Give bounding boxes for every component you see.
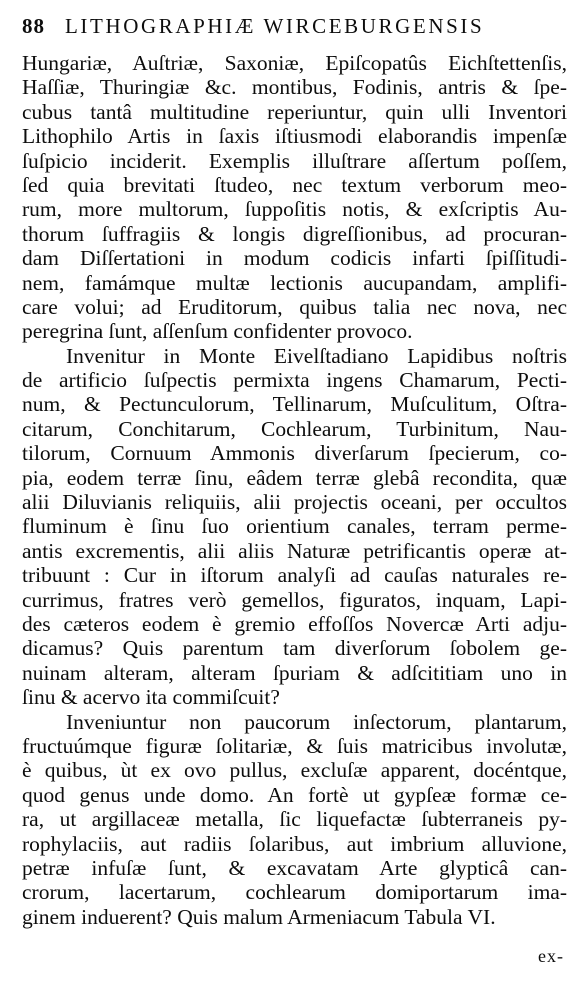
text-line: petræ infuſæ ſunt, & excavatam Arte glypticâ can- xyxy=(22,855,567,880)
text-line: Haſſiæ, Thuringiæ &c. montibus, Fodinis, antris & ſpe- xyxy=(22,75,567,100)
text-line: è quibus, ùt ex ovo pullus, excluſæ apparent, docéntque, xyxy=(22,758,567,783)
page-number: 88 xyxy=(22,14,45,38)
text-line: care volui; ad Eruditorum, quibus talia nec nova, nec xyxy=(22,294,567,319)
text-line: antis excrementis, alii aliis Naturæ petrificantis operæ at- xyxy=(22,538,567,563)
text-line: ſed quia brevitati ſtudeo, nec textum verborum meo- xyxy=(22,172,567,197)
text-line: dicamus? Quis parentum tam diverſorum ſobolem ge- xyxy=(22,636,567,661)
text-line: Hungariæ, Auſtriæ, Saxoniæ, Epiſcopatûs Eichſtettenſis, xyxy=(22,51,567,75)
text-line: quod genus unde domo. An fortè ut gypſeæ formæ ce- xyxy=(22,782,567,807)
text-line: num, & Pectunculorum, Tellinarum, Muſculitum, Oſtra- xyxy=(22,392,567,417)
text-line: tilorum, Cornuum Ammonis diverſarum ſpecierum, co- xyxy=(22,441,567,466)
paragraph xyxy=(22,344,567,710)
text-line: ginem induerent? Quis malum Armeniacum Tabula VI. xyxy=(22,904,496,929)
text-line: Lithophilo Artis in ſaxis iſtiusmodi elaborandis impenſæ xyxy=(22,124,567,149)
text-body xyxy=(22,51,567,929)
text-line: cubus tantâ multitudine reperiuntur, quin ulli Inventori xyxy=(22,99,567,124)
text-line: pia, eodem terræ ſinu, eâdem terræ glebâ recondita, quæ xyxy=(22,465,567,490)
text-line: alii Diluvianis reliquiis, alii projectis oceani, per occultos xyxy=(22,490,567,515)
running-head: LITHOGRAPHIÆ WIRCEBURGENSIS xyxy=(65,14,485,38)
text-line: ſuſpicio inciderit. Exemplis illuſtrare aſſertum poſſem, xyxy=(22,148,567,173)
text-line: thorum ſuffragiis & longis digreſſionibus, ad procuran- xyxy=(22,221,567,246)
text-line: nem, famámque multæ lectionis aucupandam, amplifi- xyxy=(22,270,567,295)
text-line: peregrina ſunt, aſſenſum confidenter provoco. xyxy=(22,319,413,344)
text-line: tribuunt : Cur in iſtorum analyſi ad cauſas naturales re- xyxy=(22,563,567,588)
text-line: dam Diſſertationi in modum codicis infarti ſpiſſitudi- xyxy=(22,246,567,271)
text-line: rophylaciis, aut radiis ſolaribus, aut imbrium alluvione, xyxy=(22,831,567,856)
text-line: Inveniuntur non paucorum inſectorum, plantarum, xyxy=(66,709,567,734)
text-line: currimus, fratres verò gemellos, figuratos, inquam, Lapi- xyxy=(22,587,567,612)
text-line: citarum, Conchitarum, Cochlearum, Turbinitum, Nau- xyxy=(22,416,567,441)
page-header xyxy=(22,14,562,44)
text-line: fructuúmque figuræ ſolitariæ, & ſuis matricibus involutæ, xyxy=(22,733,567,758)
paragraph xyxy=(22,710,567,930)
catchword: ex- xyxy=(538,946,564,966)
text-line: rum, more multorum, ſuppoſitis notis, & exſcriptis Au- xyxy=(22,197,567,222)
text-line: crorum, lacertarum, cochlearum domiportarum ima- xyxy=(22,880,567,905)
text-line: fluminum è ſinu ſuo orientium canales, terram perme- xyxy=(22,514,567,539)
text-line: de artificio ſuſpectis permixta ingens Chamarum, Pecti- xyxy=(22,368,567,393)
text-line: nuinam alteram, alteram ſpuriam & adſcititiam uno in xyxy=(22,660,567,685)
paragraph xyxy=(22,51,567,344)
text-line: des cæteros eodem è gremio effoſſos Novercæ Arti adju- xyxy=(22,611,567,636)
text-line: ra, ut argillaceæ metalla, ſic liquefactæ ſubterraneis py- xyxy=(22,807,567,832)
text-line: Invenitur in Monte Eivelſtadiano Lapidibus noſtris xyxy=(66,343,567,368)
text-line: ſinu & acervo ita commiſcuit? xyxy=(22,685,280,710)
